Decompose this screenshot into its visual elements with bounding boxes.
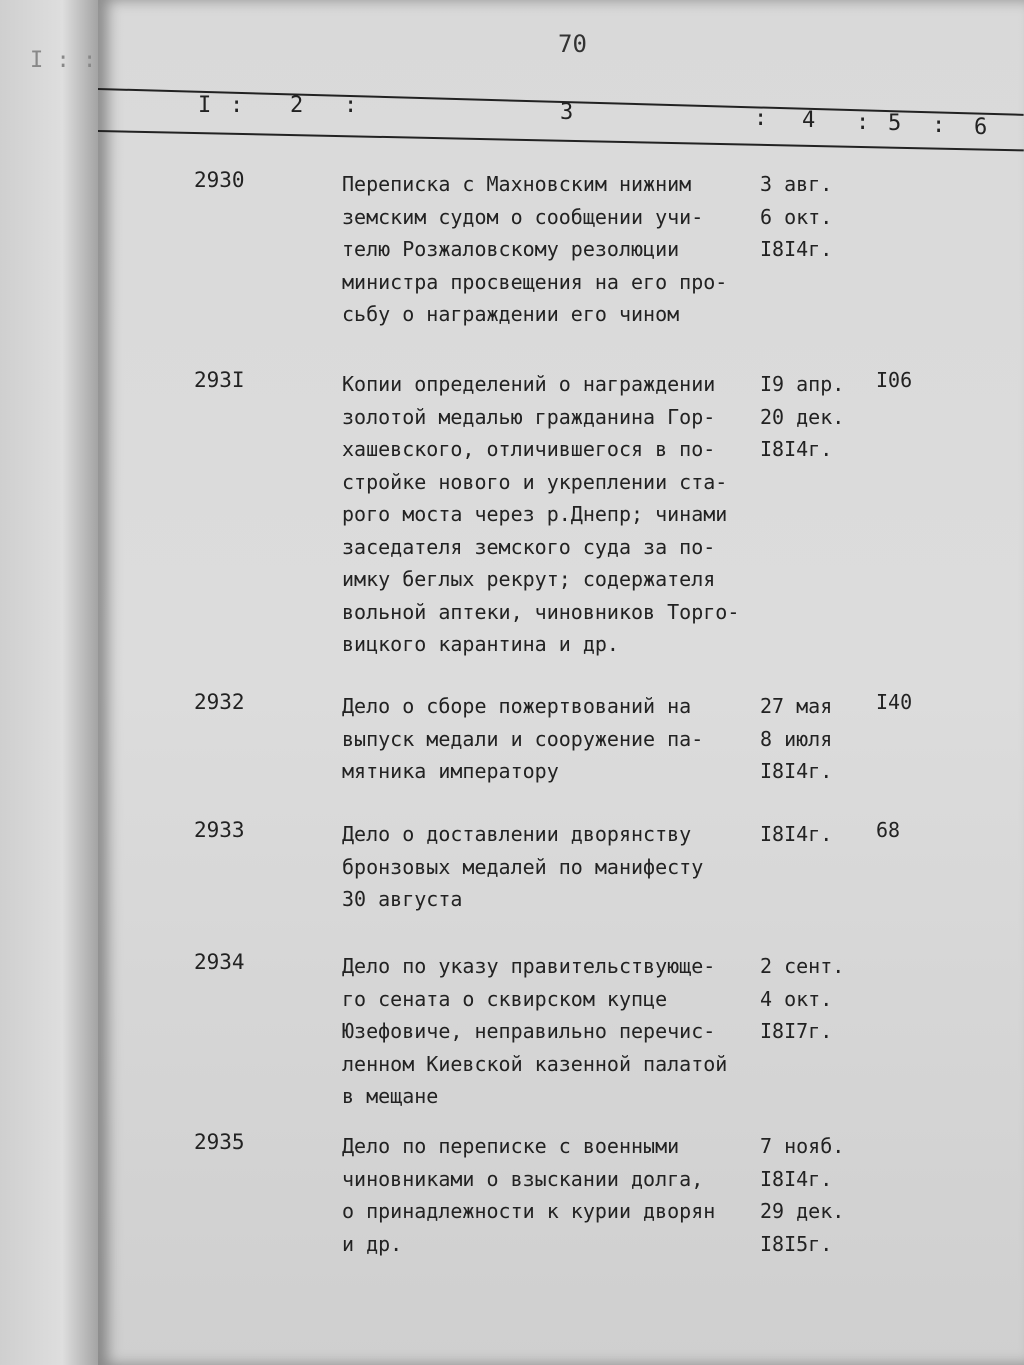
column-header-6: 6	[974, 115, 988, 140]
column-header-sep: :	[932, 113, 946, 138]
entry-number: 2933	[194, 818, 245, 842]
entry-description: Переписка с Махновским нижним земским судом о сообщении учи- телю Розжаловскому резолюции министра просвещения на его про- сьбу о награждении его чином	[342, 172, 728, 326]
entry-number: 2935	[194, 1130, 245, 1154]
entry-number: 2934	[194, 950, 245, 974]
left-page-marks: I : :	[30, 48, 97, 73]
entry-sheets: I06	[876, 368, 913, 392]
entry-description: Дело о доставлении дворянству бронзовых медалей по манифесту 30 августа	[342, 822, 704, 911]
column-header-2: 2	[290, 93, 304, 118]
left-page-edge	[0, 0, 104, 1365]
column-header-sep: :	[856, 110, 870, 135]
entry-description: Дело по переписке с военными чиновниками о взыскании долга, о принадлежности к курии дворян и др.	[342, 1134, 716, 1256]
entry-dates: 7 нояб. I8I4г. 29 дек. I8I5г.	[760, 1134, 845, 1256]
entry-dates: 27 мая 8 июля I8I4г.	[760, 694, 833, 783]
entry-dates: 2 сент. 4 окт. I8I7г.	[760, 954, 845, 1043]
entry-number: 2932	[194, 690, 245, 714]
column-header-sep: :	[754, 106, 768, 131]
entry-number: 2930	[194, 168, 245, 192]
entry-dates: I9 апр. 20 дек. I8I4г.	[760, 372, 845, 461]
entry-description: Копии определений о награждении золотой медалью гражданина Гор- хашевского, отличившегося в по- стройке нового и укреплении ста- рого моста через р.Днепр; чинами заседателя земского суда за по- имку беглых рекрут; содержателя вольной аптеки, чиновников Торго- вицкого карантина и др.	[342, 372, 740, 656]
entry-sheets: 68	[876, 818, 901, 842]
entry-description: Дело по указу правительствующе- го сената о сквирском купце Юзефовиче, неправильно перечис- ленном Киевской казенной палатой в мещане	[342, 954, 728, 1108]
entry-number: 293I	[194, 368, 245, 392]
table-header-rule-bottom	[98, 130, 1024, 151]
column-header-1: I	[198, 93, 212, 118]
entry-sheets: I40	[876, 690, 913, 714]
column-header-sep: :	[230, 93, 244, 118]
column-header-4: 4	[802, 108, 816, 133]
entry-description: Дело о сборе пожертвований на выпуск медали и сооружение па- мятника императору	[342, 694, 704, 783]
document-page	[98, 0, 1024, 1365]
column-header-sep: :	[344, 93, 358, 118]
column-header-5: 5	[888, 111, 902, 136]
column-header-3: 3	[560, 100, 574, 125]
entry-dates: I8I4г.	[760, 822, 833, 846]
entry-dates: 3 авг. 6 окт. I8I4г.	[760, 172, 833, 261]
page-number: 70	[558, 30, 587, 58]
